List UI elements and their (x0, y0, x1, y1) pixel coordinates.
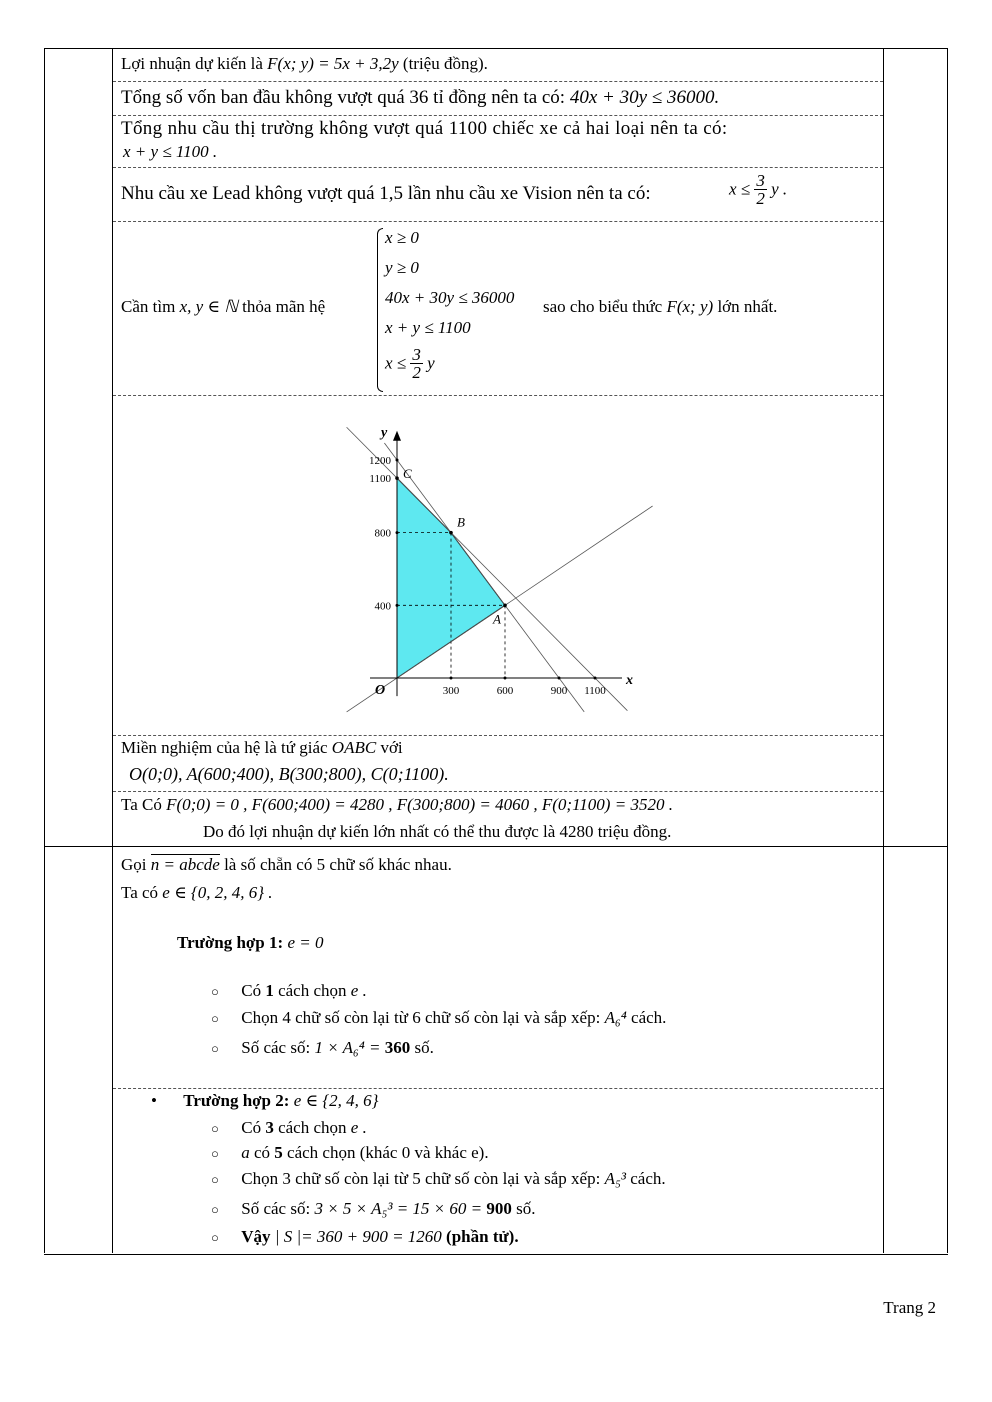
right-column-2 (884, 847, 948, 1254)
system-eq-4: x + y ≤ 1100 (385, 318, 471, 337)
bullet-circle: ○ (211, 1041, 219, 1056)
feasible-region-chart (113, 396, 873, 734)
market-text: Tổng nhu cầu thị trường không vượt quá 1100 chiếc xe cả hai loại nên ta có: (121, 118, 728, 139)
system-tail-a: sao cho biểu thức (543, 297, 663, 316)
bullet-circle: ○ (211, 984, 219, 999)
c2-item4-d: số. (516, 1199, 536, 1218)
lead-rhs: y . (771, 179, 788, 199)
right-column (884, 48, 948, 847)
system-frac-den: 2 (412, 363, 421, 382)
system-eq-5: x ≤ (385, 353, 407, 373)
system-mid: thỏa mãn hệ (242, 297, 326, 316)
eval-intro: Ta Có (121, 795, 162, 814)
case2-title: Trường hợp 2: (183, 1091, 290, 1110)
lead-row (113, 168, 883, 222)
c2-item4-b: 3 × 5 × A₅³ = 15 × 60 = (314, 1199, 483, 1218)
c1-item3-b: 1 × A₆⁴ = (314, 1038, 381, 1057)
y-tick-label: 1200 (369, 454, 391, 467)
point-label-a: A (493, 611, 501, 627)
def-intro: Gọi (121, 855, 147, 874)
point-a (503, 604, 507, 608)
capital-text: Tổng số vốn ban đầu không vượt quá 36 tỉ đồng nên ta có: (121, 87, 566, 108)
bullet-dot: • (151, 1091, 157, 1110)
left-column (45, 48, 113, 847)
eval-conclusion: Do đó lợi nhuận dự kiến lớn nhất có thể thu được là 4280 triệu đồng. (203, 822, 672, 841)
bullet-circle: ○ (211, 1172, 219, 1187)
origin-label: O (375, 683, 386, 698)
c2-item1-b: 3 (265, 1118, 274, 1137)
case1-title: Trường hợp 1: (177, 933, 284, 952)
system-frac-num: 3 (412, 345, 421, 364)
profit-unit: (triệu đồng). (402, 54, 488, 73)
y-tick-label: 800 (374, 527, 391, 540)
region-row (113, 736, 883, 792)
content-column (113, 48, 884, 847)
c2-item1-d: e . (350, 1118, 367, 1137)
system-tail-b: lớn nhất. (717, 297, 778, 316)
bullet-circle: ○ (211, 1011, 219, 1026)
c2-item1-c: cách chọn (278, 1118, 347, 1137)
case1-row (113, 847, 883, 1089)
system-eq-2: y ≥ 0 (385, 258, 419, 277)
bullet-circle: ○ (211, 1202, 219, 1217)
c2-item3-b: A₅³ (604, 1169, 626, 1188)
set-intro: Ta có (121, 883, 159, 902)
system-eq-1: x ≥ 0 (385, 228, 419, 247)
line-ratio (347, 506, 653, 712)
market-row (113, 116, 883, 168)
case1-formula: e = 0 (287, 933, 324, 952)
c1-item2-b: A₆⁴ (604, 1008, 627, 1027)
bullet-circle: ○ (211, 1121, 219, 1136)
y-axis-label: y (381, 425, 388, 441)
y-tick-dot (396, 458, 399, 461)
c2-item3-a: Chọn 3 chữ số còn lại từ 5 chữ số còn lại và sắp xếp: (241, 1169, 601, 1188)
x-tick-dot (558, 677, 561, 680)
x-tick-label: 300 (442, 685, 460, 697)
region-with: với (380, 738, 403, 757)
lead-lhs: x ≤ (729, 179, 751, 199)
table-bottom-border (44, 1254, 948, 1255)
profit-row (113, 48, 883, 82)
def-formula-text: n = abcde (150, 855, 220, 874)
region-polygon: OABC (331, 738, 377, 757)
c1-item2-a: Chọn 4 chữ số còn lại từ 6 chữ số còn lại và sắp xếp: (241, 1008, 601, 1027)
case2-formula: e ∈ {2, 4, 6} (293, 1091, 379, 1110)
bullet-circle: ○ (211, 1146, 219, 1161)
y-tick-dot (396, 531, 399, 534)
c1-item3-c: 360 (384, 1038, 411, 1057)
case2-row (113, 1089, 883, 1253)
left-column-2 (45, 847, 113, 1254)
system-brace (377, 228, 383, 392)
region-vertices: O(0;0), A(600;400), B(300;800), C(0;1100). (129, 764, 449, 784)
point-label-b: B (457, 514, 465, 530)
evaluation-row (113, 792, 883, 846)
region-text: Miền nghiệm của hệ là tứ giác (121, 738, 328, 757)
lead-text: Nhu cầu xe Lead không vượt quá 1,5 lần nhu cầu xe Vision nên ta có: (121, 183, 651, 204)
c2-item2-a: a (241, 1143, 250, 1162)
c1-item3-a: Số các số: (241, 1038, 311, 1057)
page-number: Trang 2 (883, 1298, 936, 1317)
def-text: là số chẵn có 5 chữ số khác nhau. (224, 855, 452, 874)
system-row (113, 222, 883, 396)
system-vars: x, y ∈ ℕ (179, 297, 238, 316)
system-eq-5-tail: y (427, 353, 435, 373)
market-inequality: x + y ≤ 1100 . (123, 142, 218, 161)
y-axis-arrow (393, 431, 401, 441)
system-intro: Cần tìm (121, 297, 176, 316)
capital-inequality: 40x + 30y ≤ 36000. (569, 87, 720, 108)
c1-item1-b: 1 (265, 981, 274, 1000)
content-column-2 (113, 847, 884, 1254)
c1-item1-a: Có (241, 981, 262, 1000)
capital-row (113, 82, 883, 116)
c1-item1-d: e . (350, 981, 367, 1000)
line-market (347, 427, 628, 710)
c2-item5-a: Vậy (241, 1227, 271, 1246)
c2-item2-c: 5 (274, 1143, 283, 1162)
c2-item2-d: cách chọn (khác 0 và khác e). (287, 1143, 489, 1162)
x-axis-label: x (626, 673, 633, 688)
bullet-circle: ○ (211, 1230, 219, 1245)
eval-values: F(0;0) = 0 , F(600;400) = 4280 , F(300;800) = 4060 , F(0;1100) = 3520 . (166, 795, 673, 814)
point-label-c: C (403, 466, 412, 482)
c1-item3-d: số. (414, 1038, 434, 1057)
x-tick-dot (594, 677, 597, 680)
point-b (449, 531, 453, 535)
set-formula: e ∈ {0, 2, 4, 6} . (162, 883, 273, 902)
y-tick-label: 1100 (369, 473, 391, 486)
lead-den: 2 (756, 189, 765, 208)
y-tick-dot (396, 604, 399, 607)
profit-formula: F(x; y) = 5x + 3,2y (267, 54, 399, 73)
profit-text: Lợi nhuận dự kiến là (121, 54, 263, 73)
graph-row (113, 396, 883, 736)
c2-item4-c: 900 (486, 1199, 512, 1218)
c2-item5-b: | S |= 360 + 900 = 1260 (274, 1227, 442, 1246)
table-top-border (44, 48, 948, 49)
x-tick-dot (450, 677, 453, 680)
c2-item5-c: (phần tử). (446, 1227, 519, 1246)
x-tick-label: 600 (496, 685, 514, 697)
def-formula (151, 854, 220, 874)
y-tick-label: 400 (374, 600, 391, 613)
c1-item2-c: cách. (631, 1008, 667, 1027)
x-tick-dot (504, 677, 507, 680)
c2-item4-a: Số các số: (241, 1199, 311, 1218)
system-tail-f: F(x; y) (666, 297, 714, 316)
x-tick-label: 900 (550, 685, 568, 697)
c2-item2-b: có (254, 1143, 271, 1162)
c1-item1-c: cách chọn (278, 981, 347, 1000)
system-eq-3: 40x + 30y ≤ 36000 (385, 288, 515, 307)
x-tick-label: 1100 (584, 685, 606, 697)
c2-item3-c: cách. (630, 1169, 666, 1188)
solution-table (44, 48, 948, 1253)
point-c (395, 476, 399, 480)
c2-item1-a: Có (241, 1118, 262, 1137)
lead-num: 3 (756, 171, 765, 190)
